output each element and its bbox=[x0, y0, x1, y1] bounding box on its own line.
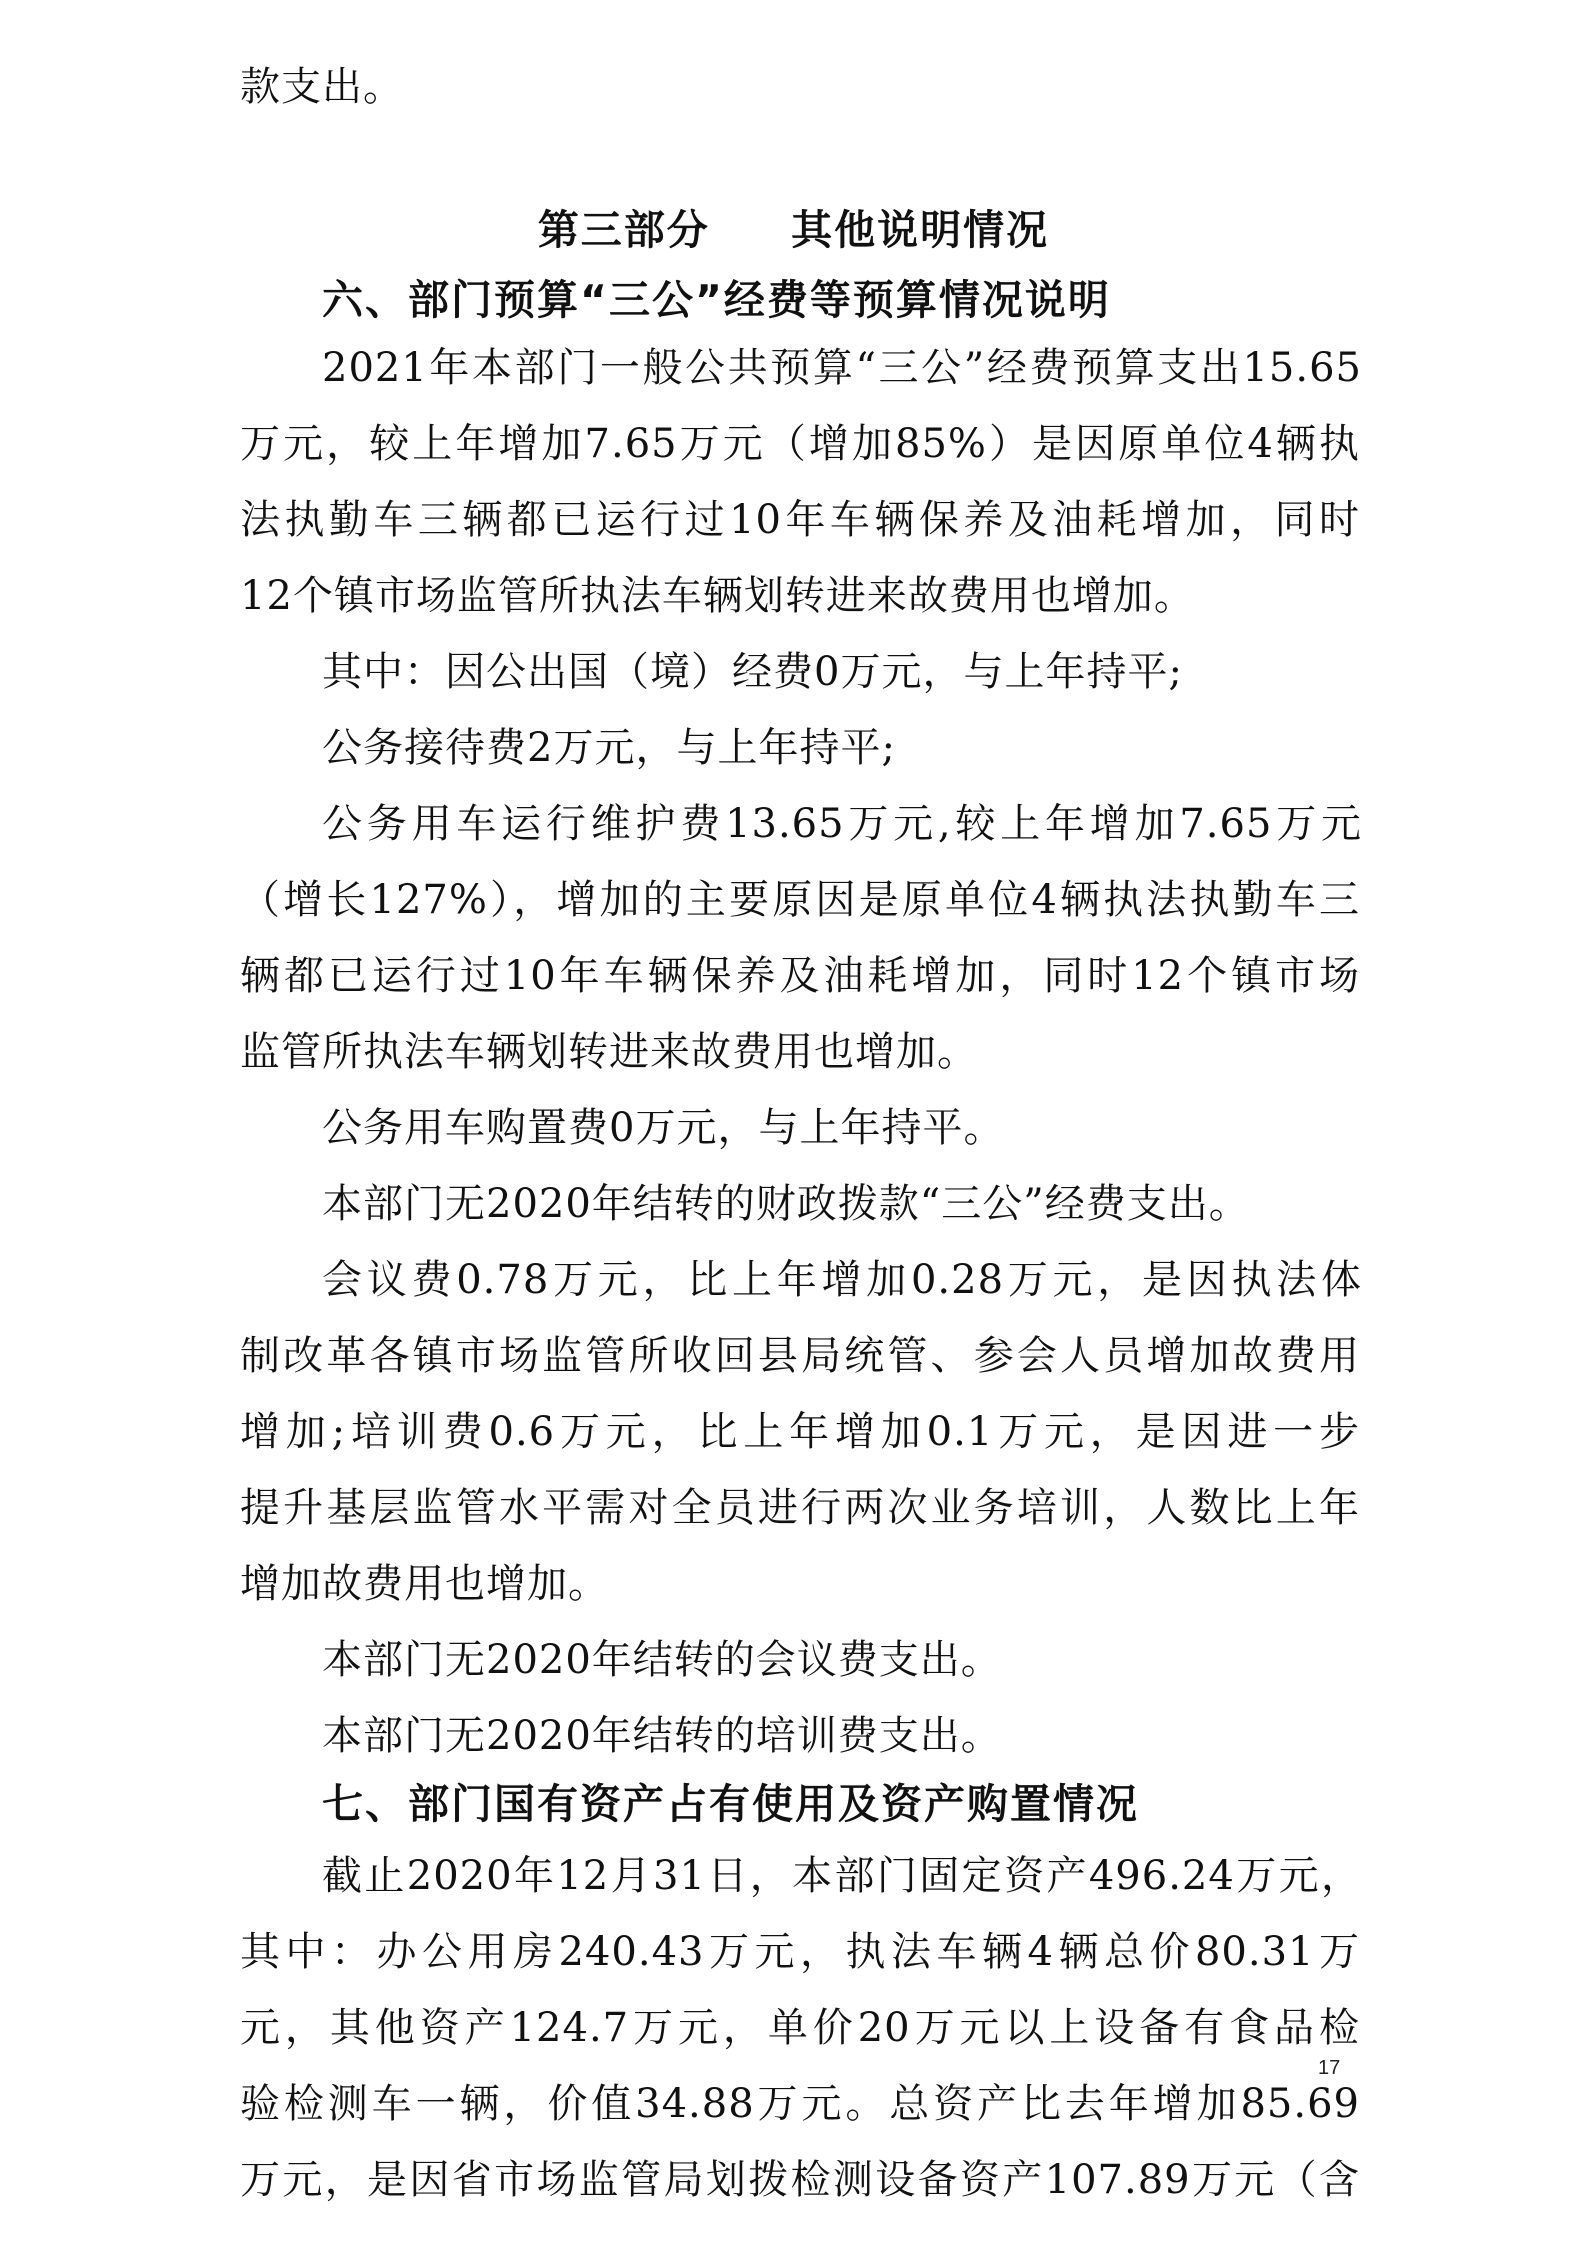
paragraph-line: 增加故费用也增加。 bbox=[240, 1561, 609, 1607]
paragraph-line: 本部门无2020年结转的财政拨款“三公”经费支出。 bbox=[322, 1181, 1250, 1227]
paragraph-line: 增加;培训费0.6万元，比上年增加0.1万元，是因进一步 bbox=[240, 1409, 1360, 1455]
paragraph-line: 辆都已运行过10年车辆保养及油耗增加，同时12个镇市场 bbox=[240, 953, 1360, 999]
page-number: 17 bbox=[1318, 2057, 1341, 2079]
paragraph-line: 验检测车一辆，价值34.88万元。总资产比去年增加85.69 bbox=[240, 2081, 1360, 2127]
paragraph-line: 公务用车运行维护费13.65万元,较上年增加7.65万元 bbox=[322, 801, 1362, 847]
paragraph-line: 万元，较上年增加7.65万元（增加85%）是因原单位4辆执 bbox=[240, 421, 1360, 467]
paragraph-line: 12个镇市场监管所执法车辆划转进来故费用也增加。 bbox=[240, 573, 1195, 619]
paragraph-line: 法执勤车三辆都已运行过10年车辆保养及油耗增加，同时 bbox=[240, 497, 1360, 543]
paragraph-line: 本部门无2020年结转的培训费支出。 bbox=[322, 1713, 1002, 1759]
paragraph-line: 截止2020年12月31日，本部门固定资产496.24万元， bbox=[322, 1853, 1362, 1899]
paragraph-line: 监管所执法车辆划转进来故费用也增加。 bbox=[240, 1029, 978, 1075]
paragraph-line: 会议费0.78万元，比上年增加0.28万元，是因执法体 bbox=[322, 1257, 1362, 1303]
paragraph-line: 万元，是因省市场监管局划拨检测设备资产107.89万元（含 bbox=[240, 2157, 1360, 2203]
paragraph-line: 其中：办公用房240.43万元，执法车辆4辆总价80.31万 bbox=[240, 1929, 1360, 1975]
paragraph-line: 元，其他资产124.7万元，单价20万元以上设备有食品检 bbox=[240, 2005, 1360, 2051]
section-heading-six: 六、部门预算“三公”经费等预算情况说明 bbox=[322, 276, 1111, 324]
paragraph-line: 公务用车购置费0万元，与上年持平。 bbox=[322, 1105, 1005, 1151]
paragraph-line: 本部门无2020年结转的会议费支出。 bbox=[322, 1637, 1002, 1683]
paragraph-line: 款支出。 bbox=[240, 64, 404, 110]
paragraph-line: 2021年本部门一般公共预算“三公”经费预算支出15.65 bbox=[322, 345, 1362, 391]
paragraph-line: （增长127%），增加的主要原因是原单位4辆执法执勤车三 bbox=[240, 877, 1360, 923]
paragraph-line: 制改革各镇市场监管所收回县局统管、参会人员增加故费用 bbox=[240, 1333, 1360, 1379]
paragraph-line: 其中：因公出国（境）经费0万元，与上年持平; bbox=[322, 649, 1183, 695]
part-title: 第三部分 其他说明情况 bbox=[537, 206, 1050, 254]
section-heading-seven: 七、部门国有资产占有使用及资产购置情况 bbox=[322, 1780, 1139, 1828]
paragraph-line: 提升基层监管水平需对全员进行两次业务培训，人数比上年 bbox=[240, 1485, 1360, 1531]
paragraph-line: 公务接待费2万元，与上年持平; bbox=[322, 725, 896, 771]
